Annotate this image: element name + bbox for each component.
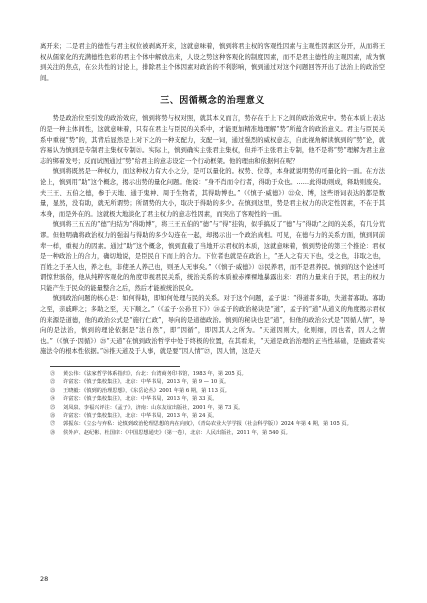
footnote-mark: ㉓ xyxy=(50,387,56,394)
footnote-text: 黄公伟：《法家哲学体系指归》，台北：台湾商务印书馆，1983 年，第 205 页。 xyxy=(63,371,247,378)
page-number: 28 xyxy=(40,575,49,583)
footnote xyxy=(50,429,385,437)
footnote xyxy=(50,370,385,378)
paragraph: 慎到政治问题的核心是：如何得助，即如何处理与民的关系。对于这个问题，孟子说：“得道者多助，失道者寡助。寡助之至，亲戚畔之；多助之至，天下顺之。”（《孟子·公孙丑下》）㉔孟子的政治秘诀是“道”，孟子的“道”从道义的角度揭示君权的来源是道德，他的政治公式是“施行仁政”，导向的是道德政治。慎到的秘诀也是“道”，但他的政治公式是“因循人情”，导向的是法治，慎到的理论依据是“法自然”，即“因循”，即因其人之所为。“天道因则大，化则细，因也者，因人之情也。”（《慎子·因循》）㉕“天道”在慎到政治哲学中处于终极的位置，在其看来，“天道是政治治理的正当性基础，是施政者实施法令的根本性依据。”㉖推天道及于人事，就是要“因人情”㉗，因人情，这是天 xyxy=(40,295,385,356)
footnote-mark: ㉗ xyxy=(50,421,56,428)
footnote xyxy=(50,412,385,420)
paragraph: 慎到将既然是一种权力，而这种权力有大小之分，是可以量化的。权势、位尊，本身就说明势的可量化的一面。在方法论上，慎到用“助”这个概念，揭示出势的量化问题。他说：“身不肖而令行者，得助于众也。……此得助则成，释助则废矣。夫三王、五伯之德，参于天地、通于鬼神、周于生物者，其得助博也。”（《慎子·威德》）㉒众、博，这些语词表达的都是数量，显然，没有助，就无所谓势；所谓势的大小，取决于得助的多少。在慎到这里，势是君主权力的决定性因素，不在于其本身，而是外在的。这就极大地淡化了君主权力的意志性因素，而突出了客观性的一面。 xyxy=(40,168,385,218)
paragraph: 慎到将三五五的“德”归结为“得助博”，将三王五伯的“德”与“得”挂钩，似乎搞反了“德”与“得助”之间的关系，有几分荒谬。但他明确将政治权力的强弱与得助的多少勾连在一起，却揭示出一个政治真相。可见，在德与力的关系方面，慎到同前辈一样，重视力的因素。通过“助”这个概念，慎到直截了当地开示君权的本质，这就意味着，慎到势论的第三个推论：君权是一种政治上的合力，确切地说，是臣民自下而上的合力。下位者也就是在政治上，“圣人之有天下也，受之也，非取之也，百姓之于圣人也，养之也，非使圣人养己也，则圣人无事矣。”（《慎子·威德》）㉓民养君，而不是君养民。慎到的这个论述可谓惊世骇俗，他从纯粹客观化的角度审视君民关系，统治关系的本质被赤裸裸地暴露出来：君的力量来自于民，君主的权力只能产生于民众的能量整合之后，然后才能被统治民众。 xyxy=(40,221,385,292)
footnote-text: 许富宏：《慎子集校集注》，北京：中华书局，2013 年，第 33 页。 xyxy=(63,396,218,403)
paragraph: 势是政治位至引发的政治效应，慎到将势与权对照，就其本义而言，势存在于上下之间的政治效应中。势在本质上表达的是一种主体间性，这就意味着，只有在君主与臣民的关系中，才能更加精准地理解“势”所蕴含的政治意义。君主与臣民关系中重视“势”的，其背后显然是上对下之的一种支配力，支配一词，通过强烈的威权意志，自此视角解读慎到的“势”论，就容易认为慎到是专制君主集权专制㉑。实际上，慎到确实主张君主集权，但并不主张君主专制，他不是将“势”理解为君主意志的绑着发号；反而试图通过“势”给君主的意志设定一个行动框架。他的理由和依据何在呢？ xyxy=(40,115,385,165)
footnote-mark: ㉖ xyxy=(50,413,56,420)
page-body xyxy=(40,42,385,437)
footnote xyxy=(50,378,385,386)
footnote-text: 侯外庐、赵纪彬、杜国庠：《中国思想通史》（第一卷），北京：人民出版社，2011 年，第 540 页。 xyxy=(63,429,291,436)
paragraph: 离开来；二是君主的德性与君主权位被剥离开来，这就意味着，慎到将君主权的客观性因素与主观性因素区分开，从而将王权从儒家化的充满德性色彩的君主个体中解放出来，人设之势这种客观化的制度因素，而不是君主德性的主观因素，成为慎到关注的焦点，在公共性的讨论上，排除君主个体因素对政治的不利影响，慎到通过对这个问题回答开出了法治上的政治空间。 xyxy=(40,43,385,82)
footnote-mark: ㉔ xyxy=(50,396,56,403)
footnote-mark: ㉘ xyxy=(50,429,56,436)
footnote-text: 郭振东：《立公与弃私：论慎到政治伦理思想的内在向度》，《青岛农业大学学报（社会科学版）》2024 年第 4 期，第 105 页。 xyxy=(63,421,352,428)
footnote-mark: ㉒ xyxy=(50,379,56,386)
footnote xyxy=(50,387,385,395)
footnote-mark: ㉑ xyxy=(50,371,56,378)
footnote-text: 许富宏：《慎子集校集注》，北京：中华书局，2013 年，第 24 页。 xyxy=(63,413,218,420)
footnote xyxy=(50,395,385,403)
footnote xyxy=(50,404,385,412)
section-heading: 三、因循概念的治理意义 xyxy=(160,96,265,107)
footnote-text: 刘凤泉、李福兴评注：《孟子》，济南：山东友谊出版社，2001 年，第 73 页。 xyxy=(63,404,244,411)
footnote-list xyxy=(40,370,385,437)
footnote-text: 许富宏：《慎子集校集注》，北京：中华书局，2013 年，第 9 — 10 页。 xyxy=(63,379,230,386)
footnote-divider xyxy=(50,366,180,367)
footnote-mark: ㉕ xyxy=(50,404,56,411)
footnote xyxy=(50,420,385,428)
footnote-text: 王晓毅：《慎到的治理思想》，《东岳论丛》2001 年第 6 期，第 113 页。 xyxy=(63,387,230,394)
